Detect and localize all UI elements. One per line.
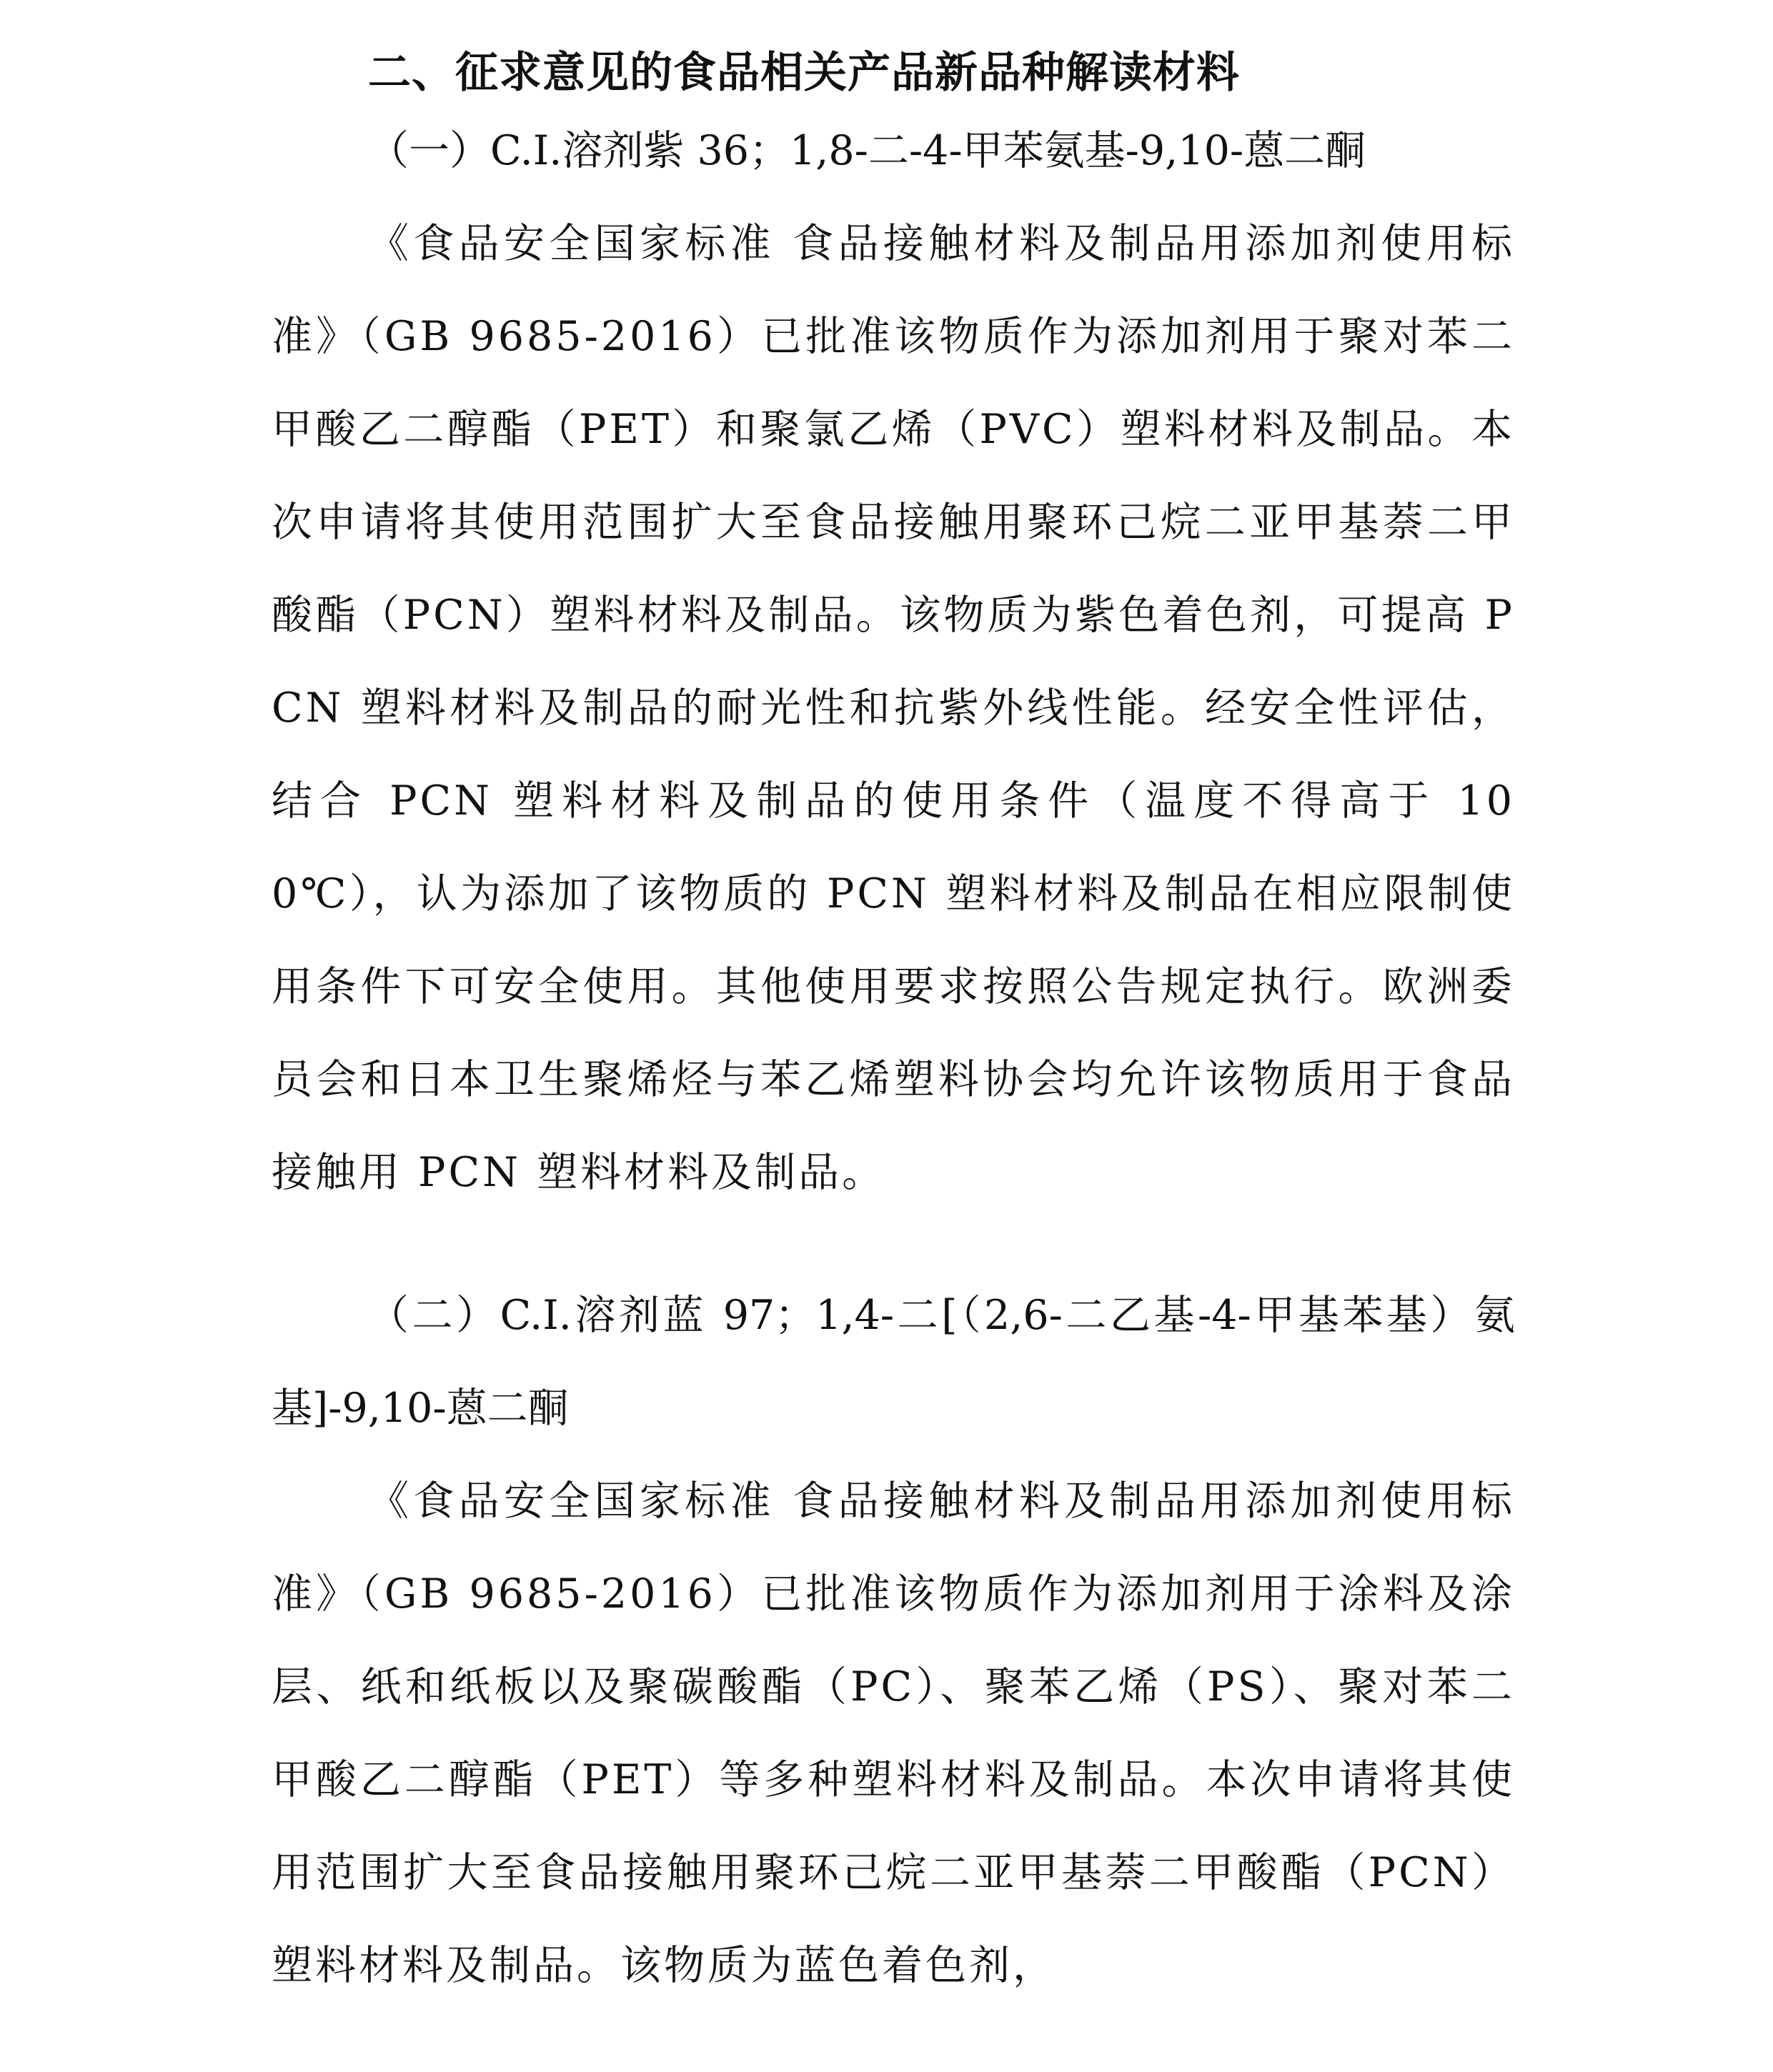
item-2-body: 《食品安全国家标准 食品接触材料及制品用添加剂使用标准》（GB 9685-2016）已批准该物质作为添加剂用于涂料及涂层、纸和纸板以及聚碳酸酯（PC）、聚苯乙烯（PS）、聚对苯二甲酸乙二醇酯（PET）等多种塑料材料及制品。本次申请将其使用范围扩大至食品接触用聚环己烷二亚甲基萘二甲酸酯（PCN）塑料材料及制品。该物质为蓝色着色剂， xyxy=(272,1478,1515,1989)
document-page xyxy=(272,41,1515,2012)
item-1-heading: （一）C.I.溶剂紫 36；1,8-二-4-甲苯氨基-9,10-蒽二酮 xyxy=(368,127,1366,174)
paragraph-gap xyxy=(272,1219,1515,1269)
item-1-body: 《食品安全国家标准 食品接触材料及制品用添加剂使用标准》（GB 9685-2016）已批准该物质作为添加剂用于聚对苯二甲酸乙二醇酯（PET）和聚氯乙烯（PVC）塑料材料及制品。本次申请将其使用范围扩大至食品接触用聚环己烷二亚甲基萘二甲酸酯（PCN）塑料材料及制品。该物质为紫色着色剂，可提高 PCN 塑料材料及制品的耐光性和抗紫外线性能。经安全性评估，结合 PCN 塑料材料及制品的使用条件（温度不得高于 100℃），认为添加了该物质的 PCN 塑料材料及制品在相应限制使用条件下可安全使用。其他使用要求按照公告规定执行。欧洲委员会和日本卫生聚烯烃与苯乙烯塑料协会均允许该物质用于食品接触用 PCN 塑料材料及制品。 xyxy=(272,220,1515,1196)
item-2-heading: （二）C.I.溶剂蓝 97；1,4-二[（2,6-二乙基-4-甲基苯基）氨基]-9,10-蒽二酮 xyxy=(272,1292,1515,1432)
section-title: 二、征求意见的食品相关产品新品种解读材料 xyxy=(368,48,1240,98)
